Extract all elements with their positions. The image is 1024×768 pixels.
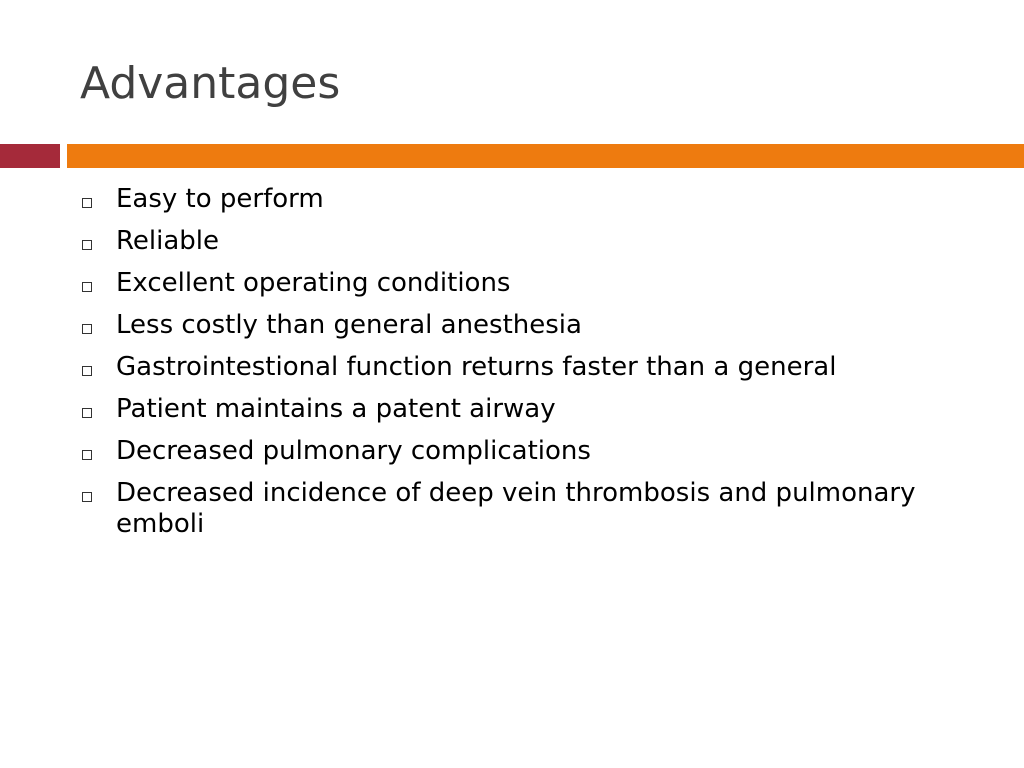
hollow-square-bullet-icon (82, 198, 92, 208)
bullet-text: Patient maintains a patent airway (116, 394, 556, 424)
bullet-item (82, 394, 1002, 425)
bullet-text: Easy to perform (116, 184, 324, 214)
accent-bar-left (0, 144, 60, 168)
bullet-text: Decreased pulmonary complications (116, 436, 591, 466)
bullet-text: Decreased incidence of deep vein thrombosis and pulmonary emboli (116, 478, 916, 539)
bullet-item (82, 226, 1002, 257)
hollow-square-bullet-icon (82, 324, 92, 334)
bullet-item (82, 352, 1002, 383)
hollow-square-bullet-icon (82, 408, 92, 418)
hollow-square-bullet-icon (82, 492, 92, 502)
bullet-item (82, 478, 1002, 540)
bullet-item (82, 436, 1002, 467)
hollow-square-bullet-icon (82, 240, 92, 250)
hollow-square-bullet-icon (82, 450, 92, 460)
hollow-square-bullet-icon (82, 366, 92, 376)
bullet-text: Excellent operating conditions (116, 268, 511, 298)
hollow-square-bullet-icon (82, 282, 92, 292)
slide-title: Advantages (80, 58, 341, 109)
bullet-text: Gastrointestional function returns faster than a general (116, 352, 837, 382)
bullet-text: Reliable (116, 226, 219, 256)
bullet-item (82, 268, 1002, 299)
bullet-item (82, 310, 1002, 341)
bullet-item (82, 184, 1002, 215)
accent-bar-right (67, 144, 1024, 168)
bullet-list (82, 184, 1002, 551)
bullet-text: Less costly than general anesthesia (116, 310, 582, 340)
